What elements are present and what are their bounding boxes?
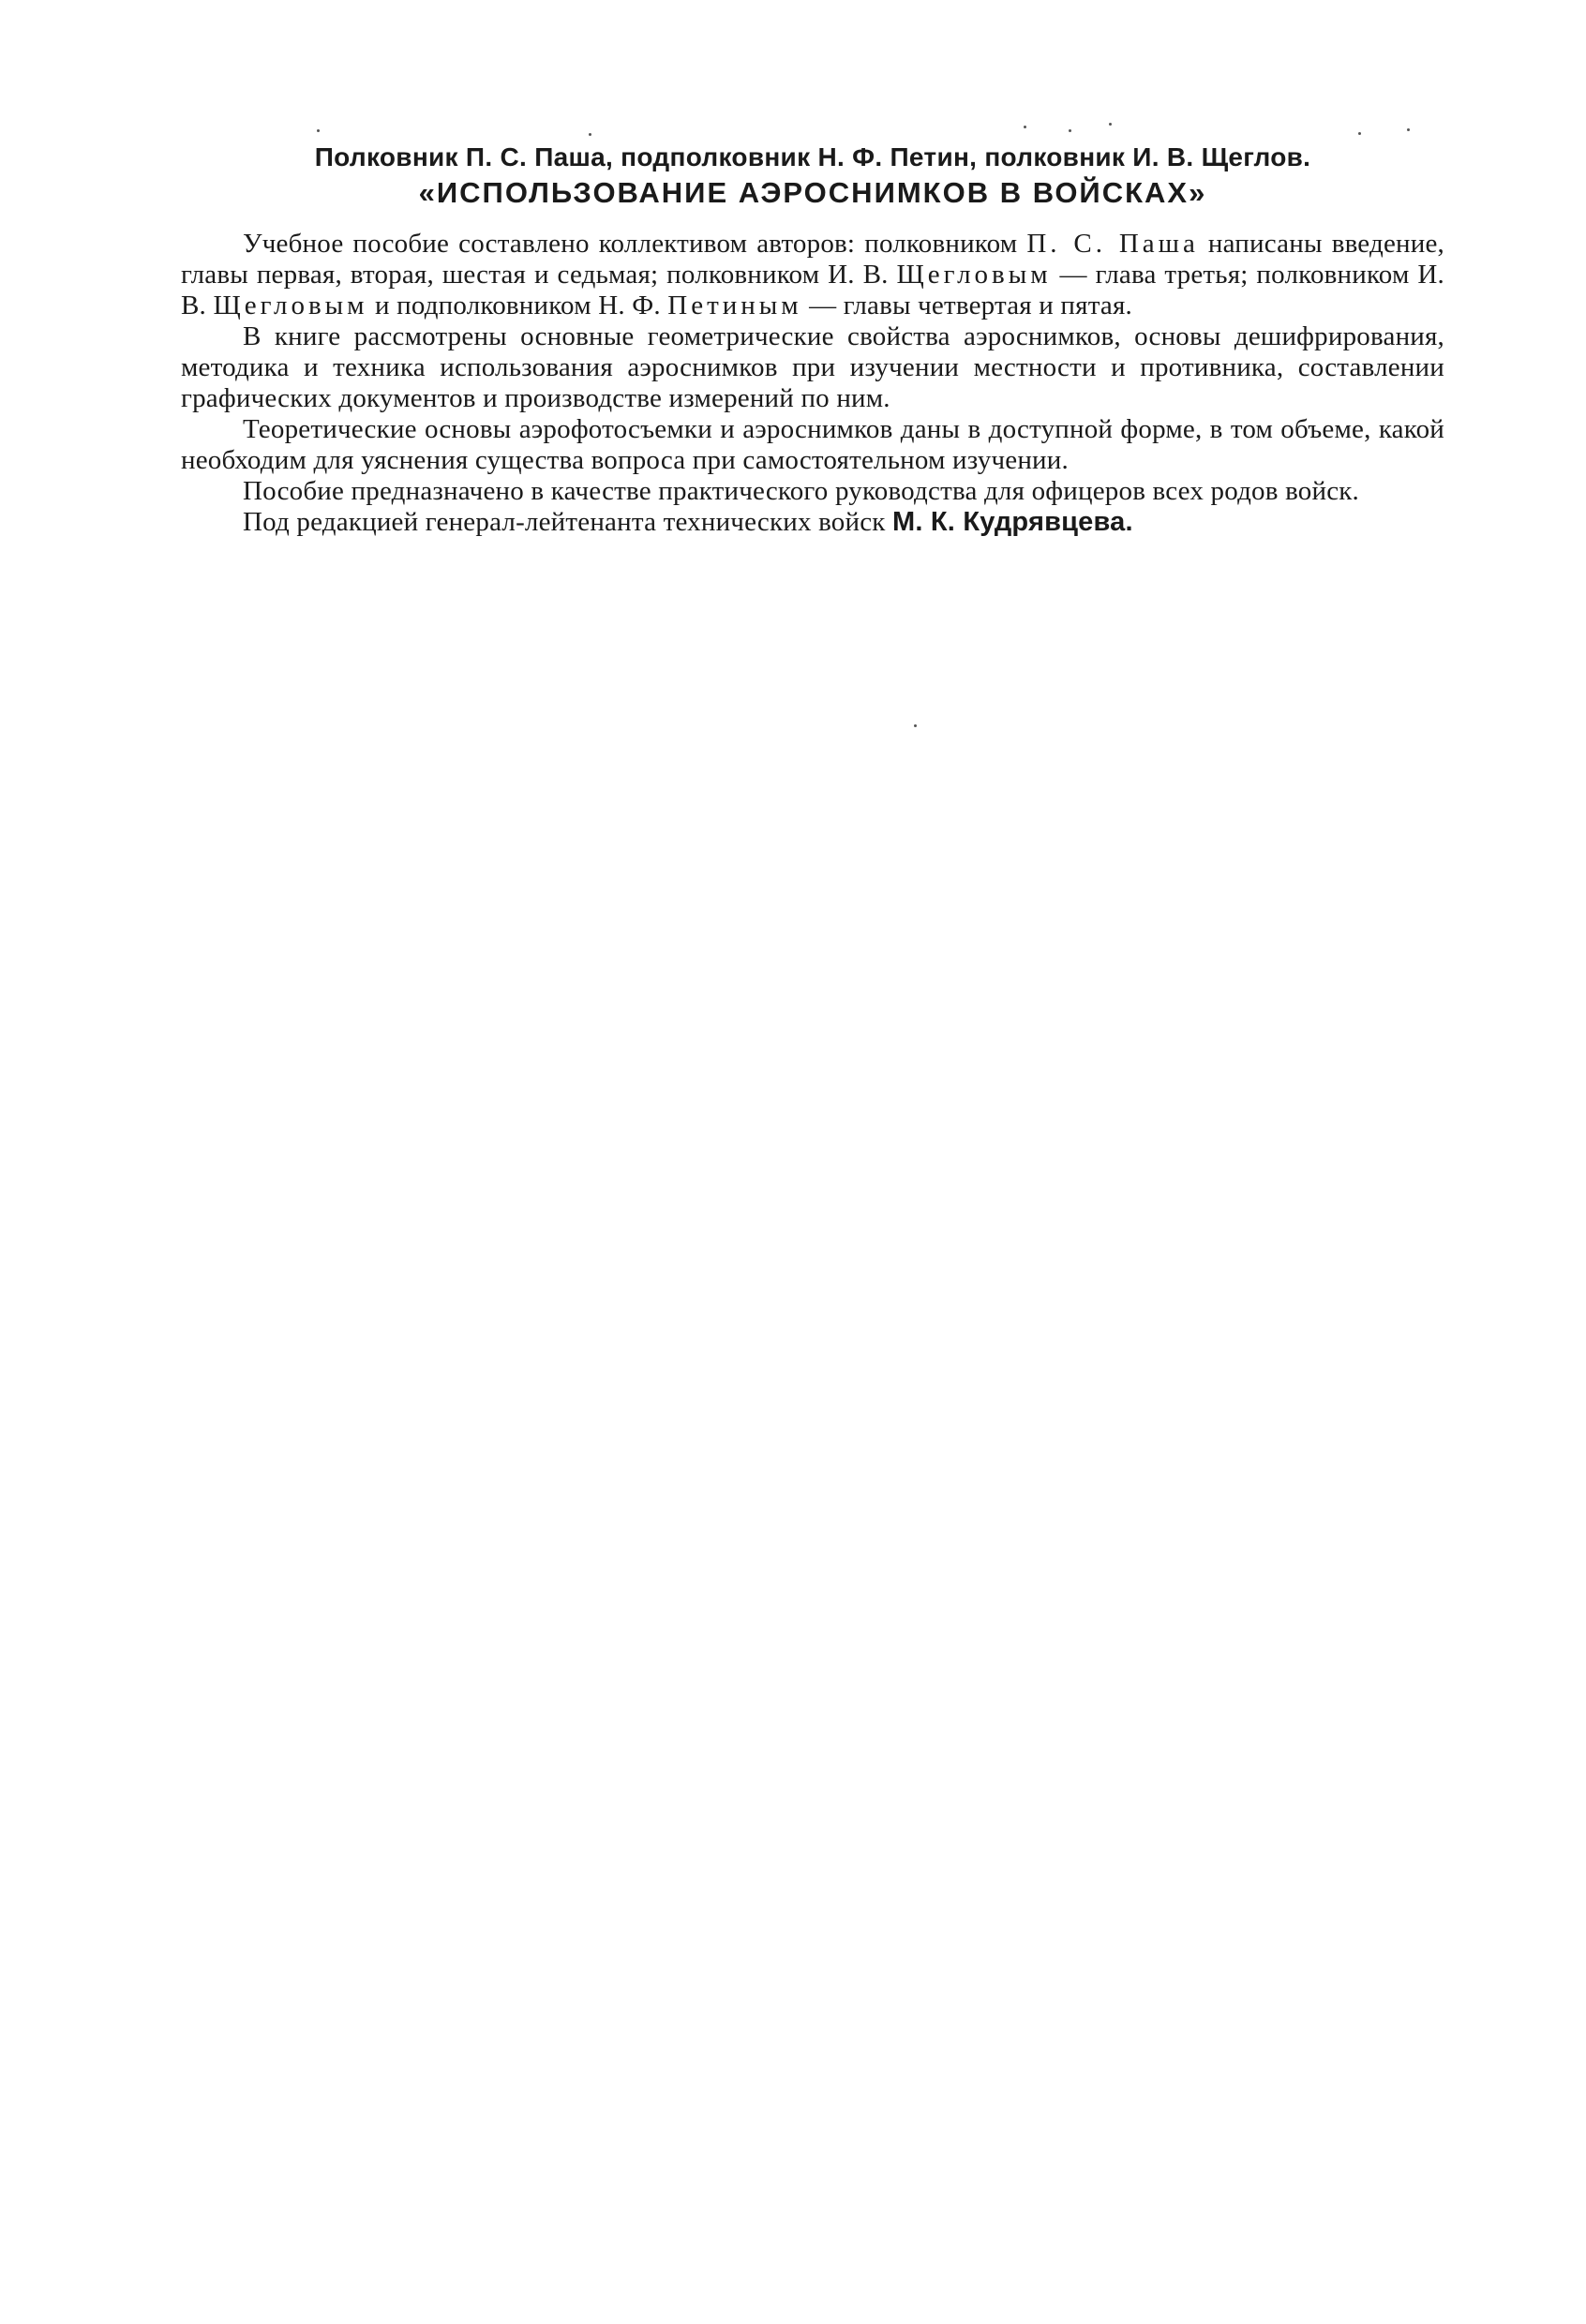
- scan-speck: [1024, 126, 1026, 128]
- author-name-shcheglov: Щегловым: [896, 260, 1052, 290]
- scan-speck: [317, 129, 320, 132]
- scan-speck: [1069, 129, 1071, 132]
- author-name-pasha: П. С. Паша: [1026, 229, 1199, 259]
- theory-paragraph: Теоретические основы аэрофотосъемки и аэроснимков даны в доступной форме, в том объеме, какой необходим для уяснения существа вопроса при самостоятельном изучении.: [181, 414, 1444, 475]
- scan-speck: [1358, 132, 1361, 135]
- text-span: и подполковником Н. Ф.: [367, 290, 668, 320]
- editor-name: М. К. Кудрявцева.: [892, 507, 1133, 537]
- text-span: Под редакцией генерал-лейтенанта технических войск: [243, 507, 893, 537]
- scan-speck: [589, 133, 591, 136]
- authorship-paragraph: [181, 229, 1444, 321]
- scan-speck: [1109, 123, 1112, 126]
- text-span: написаны введение, главы первая, вторая, шестая и седьмая; полковником И. В.: [181, 229, 1444, 290]
- purpose-paragraph: Пособие предназначено в качестве практического руководства для офицеров всех родов войск.: [243, 476, 1360, 506]
- text-span: — глава третья; полковником И. В.: [181, 260, 1444, 320]
- book-title: «ИСПОЛЬЗОВАНИЕ АЭРОСНИМКОВ В ВОЙСКАХ»: [418, 176, 1207, 209]
- scan-speck: [1407, 128, 1410, 131]
- author-name-shcheglov: Щегловым: [213, 290, 368, 320]
- content-paragraph: В книге рассмотрены основные геометрические свойства аэроснимков, основы дешифрирования, методика и техника использования аэроснимков при изучении местности и противника, составлении графических документов и производстве измерений по ним.: [181, 321, 1444, 413]
- editor-paragraph: [181, 507, 1444, 538]
- author-name-petin: Петиным: [667, 290, 802, 320]
- scan-speck: [914, 724, 917, 727]
- text-span: — главы четвертая и пятая.: [801, 290, 1132, 320]
- authors-line: Полковник П. С. Паша, подполковник Н. Ф. Петин, полковник И. В. Щеглов.: [314, 142, 1311, 171]
- text-span: Учебное пособие составлено коллективом авторов: полковником: [243, 229, 1027, 259]
- book-annotation: [181, 141, 1444, 538]
